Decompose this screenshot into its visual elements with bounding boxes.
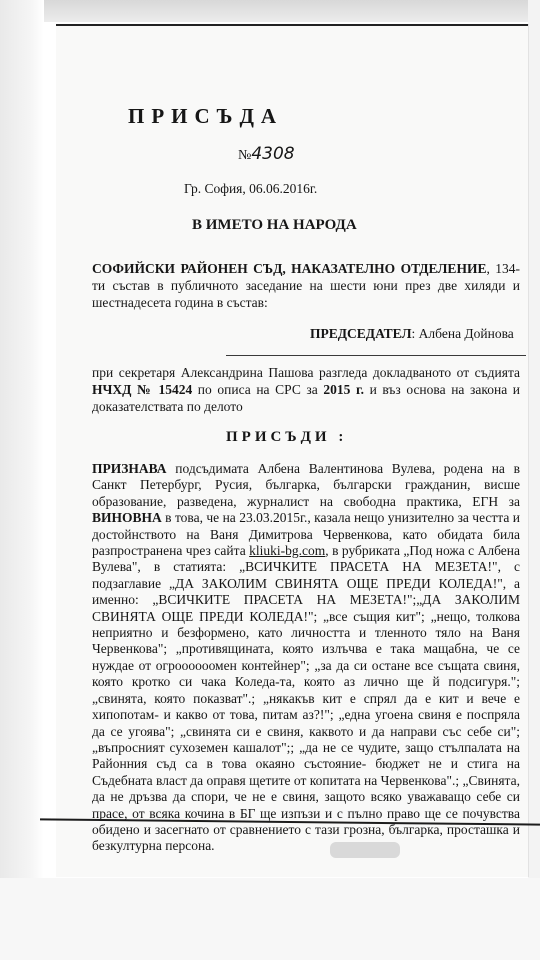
- photo-left-edge: [0, 0, 44, 960]
- number-sign: №: [238, 148, 252, 163]
- secretary-paragraph: [92, 364, 520, 415]
- defendant-details: подсъдимата Албена Валентинова Вулева, родена на в Санкт Петербург, Русия, българка, български гражданин, висше образование, разведена, журналист на свободна практика, ЕГН за: [92, 461, 520, 509]
- fold-line: [226, 355, 526, 356]
- handwritten-number: 4308: [251, 144, 295, 164]
- photo-right-edge: [528, 0, 540, 960]
- guilty-word: ВИНОВНА: [92, 510, 162, 526]
- in-name-of-people-heading: В ИМЕТО НА НАРОДА: [192, 217, 357, 233]
- charge-text: в това, че на 23.03.2015г., казала нещо унизително за честта и достойнството на Ваня Димитрова Червенкова, като обидата била разпространена чрез сайта: [92, 510, 520, 559]
- verdict-body: [92, 461, 520, 855]
- photo-top-edge: [0, 0, 540, 22]
- secretary-text: при секретаря Александрина Пашова разгледа докладваното от съдията: [92, 365, 520, 380]
- verdict-heading: ПРИСЪДИ :: [226, 429, 348, 445]
- basis-text: и въз основа на закона и доказателствата по делото: [92, 382, 521, 414]
- site-link: kliuki-bg.com: [249, 543, 326, 559]
- case-year: 2015 г.: [323, 382, 364, 397]
- presiding-name: : Албена Дойнова: [411, 326, 514, 341]
- document-title: ПРИСЪДА: [128, 104, 284, 128]
- place-and-date: Гр. София, 06.06.2016г.: [184, 181, 318, 196]
- register-text: по описа на СРС за: [192, 382, 324, 397]
- photo-bottom-area: [0, 878, 540, 960]
- court-paragraph: [92, 260, 520, 311]
- presiding-label: ПРЕДСЕДАТЕЛ: [310, 326, 412, 341]
- page-edge-line: [56, 24, 528, 26]
- court-details: , 134-ти състав в публичното заседание на шести юни през две хиляди и шестнадесета година в състав:: [92, 261, 520, 310]
- case-number: НЧХД № 15424: [92, 382, 193, 397]
- acknowledges-word: ПРИЗНАВА: [92, 461, 167, 476]
- document-number: [238, 146, 295, 163]
- ink-smudge: [330, 842, 400, 858]
- quoted-statements: , в рубриката „Под ножа с Албена Вулева", в статията: „ВСИЧКИТЕ ПРАСЕТА НА МЕЗЕТА!", с подзаглавие „ДА ЗАКОЛИМ СВИНЯТА ОЩЕ ПРЕДИ КОЛЕДА!", а именно: „ВСИЧКИТЕ ПРАСЕТА НА МЕЗЕТА!";„ДА ЗАКОЛИМ СВИНЯТА ОЩЕ ПРЕДИ КОЛЕДА!"; „все същия кит"; „нещо, толкова неприятно и безформено, като личността и тленното тяло на Ваня Червенкова"; „противящината, която излъчва е така мащабна, че се нуждае от огроооооомен контейнер"; „за да си остане все същата свиня, която кротко си чака Коледа-та, която аз лично ще й подсигуря."; „свинята, която показват".; „някакъв кит е спрял да е кит и вече е хипопотам- и какво от това, питам аз?!"; „една угоена свиня е поспряла да се угоява"; „свинята си е свиня, каквото и да направи със себе си"; „въпросният сухоземен кашалот";; „да не се чудите, защо стълпалата на Районния съд са в това окаяно състояние- бюджет не и стига на Съдебната власт да оправя щетите от копитата на Червенкова".; „Свинята, да не дръзва да спори, че не е свиня, защото всяко уважаващо себе си прасе, от всяка кочина в БГ ще изпъзи и с пълно право ще се почувства обидено и засегнато от сравнението с тази грозна, българка, просташка и безкултурна персона.: [92, 543, 520, 854]
- court-name: СОФИЙСКИ РАЙОНЕН СЪД, НАКАЗАТЕЛНО ОТДЕЛЕНИЕ: [92, 261, 487, 276]
- presiding-judge: [310, 327, 514, 341]
